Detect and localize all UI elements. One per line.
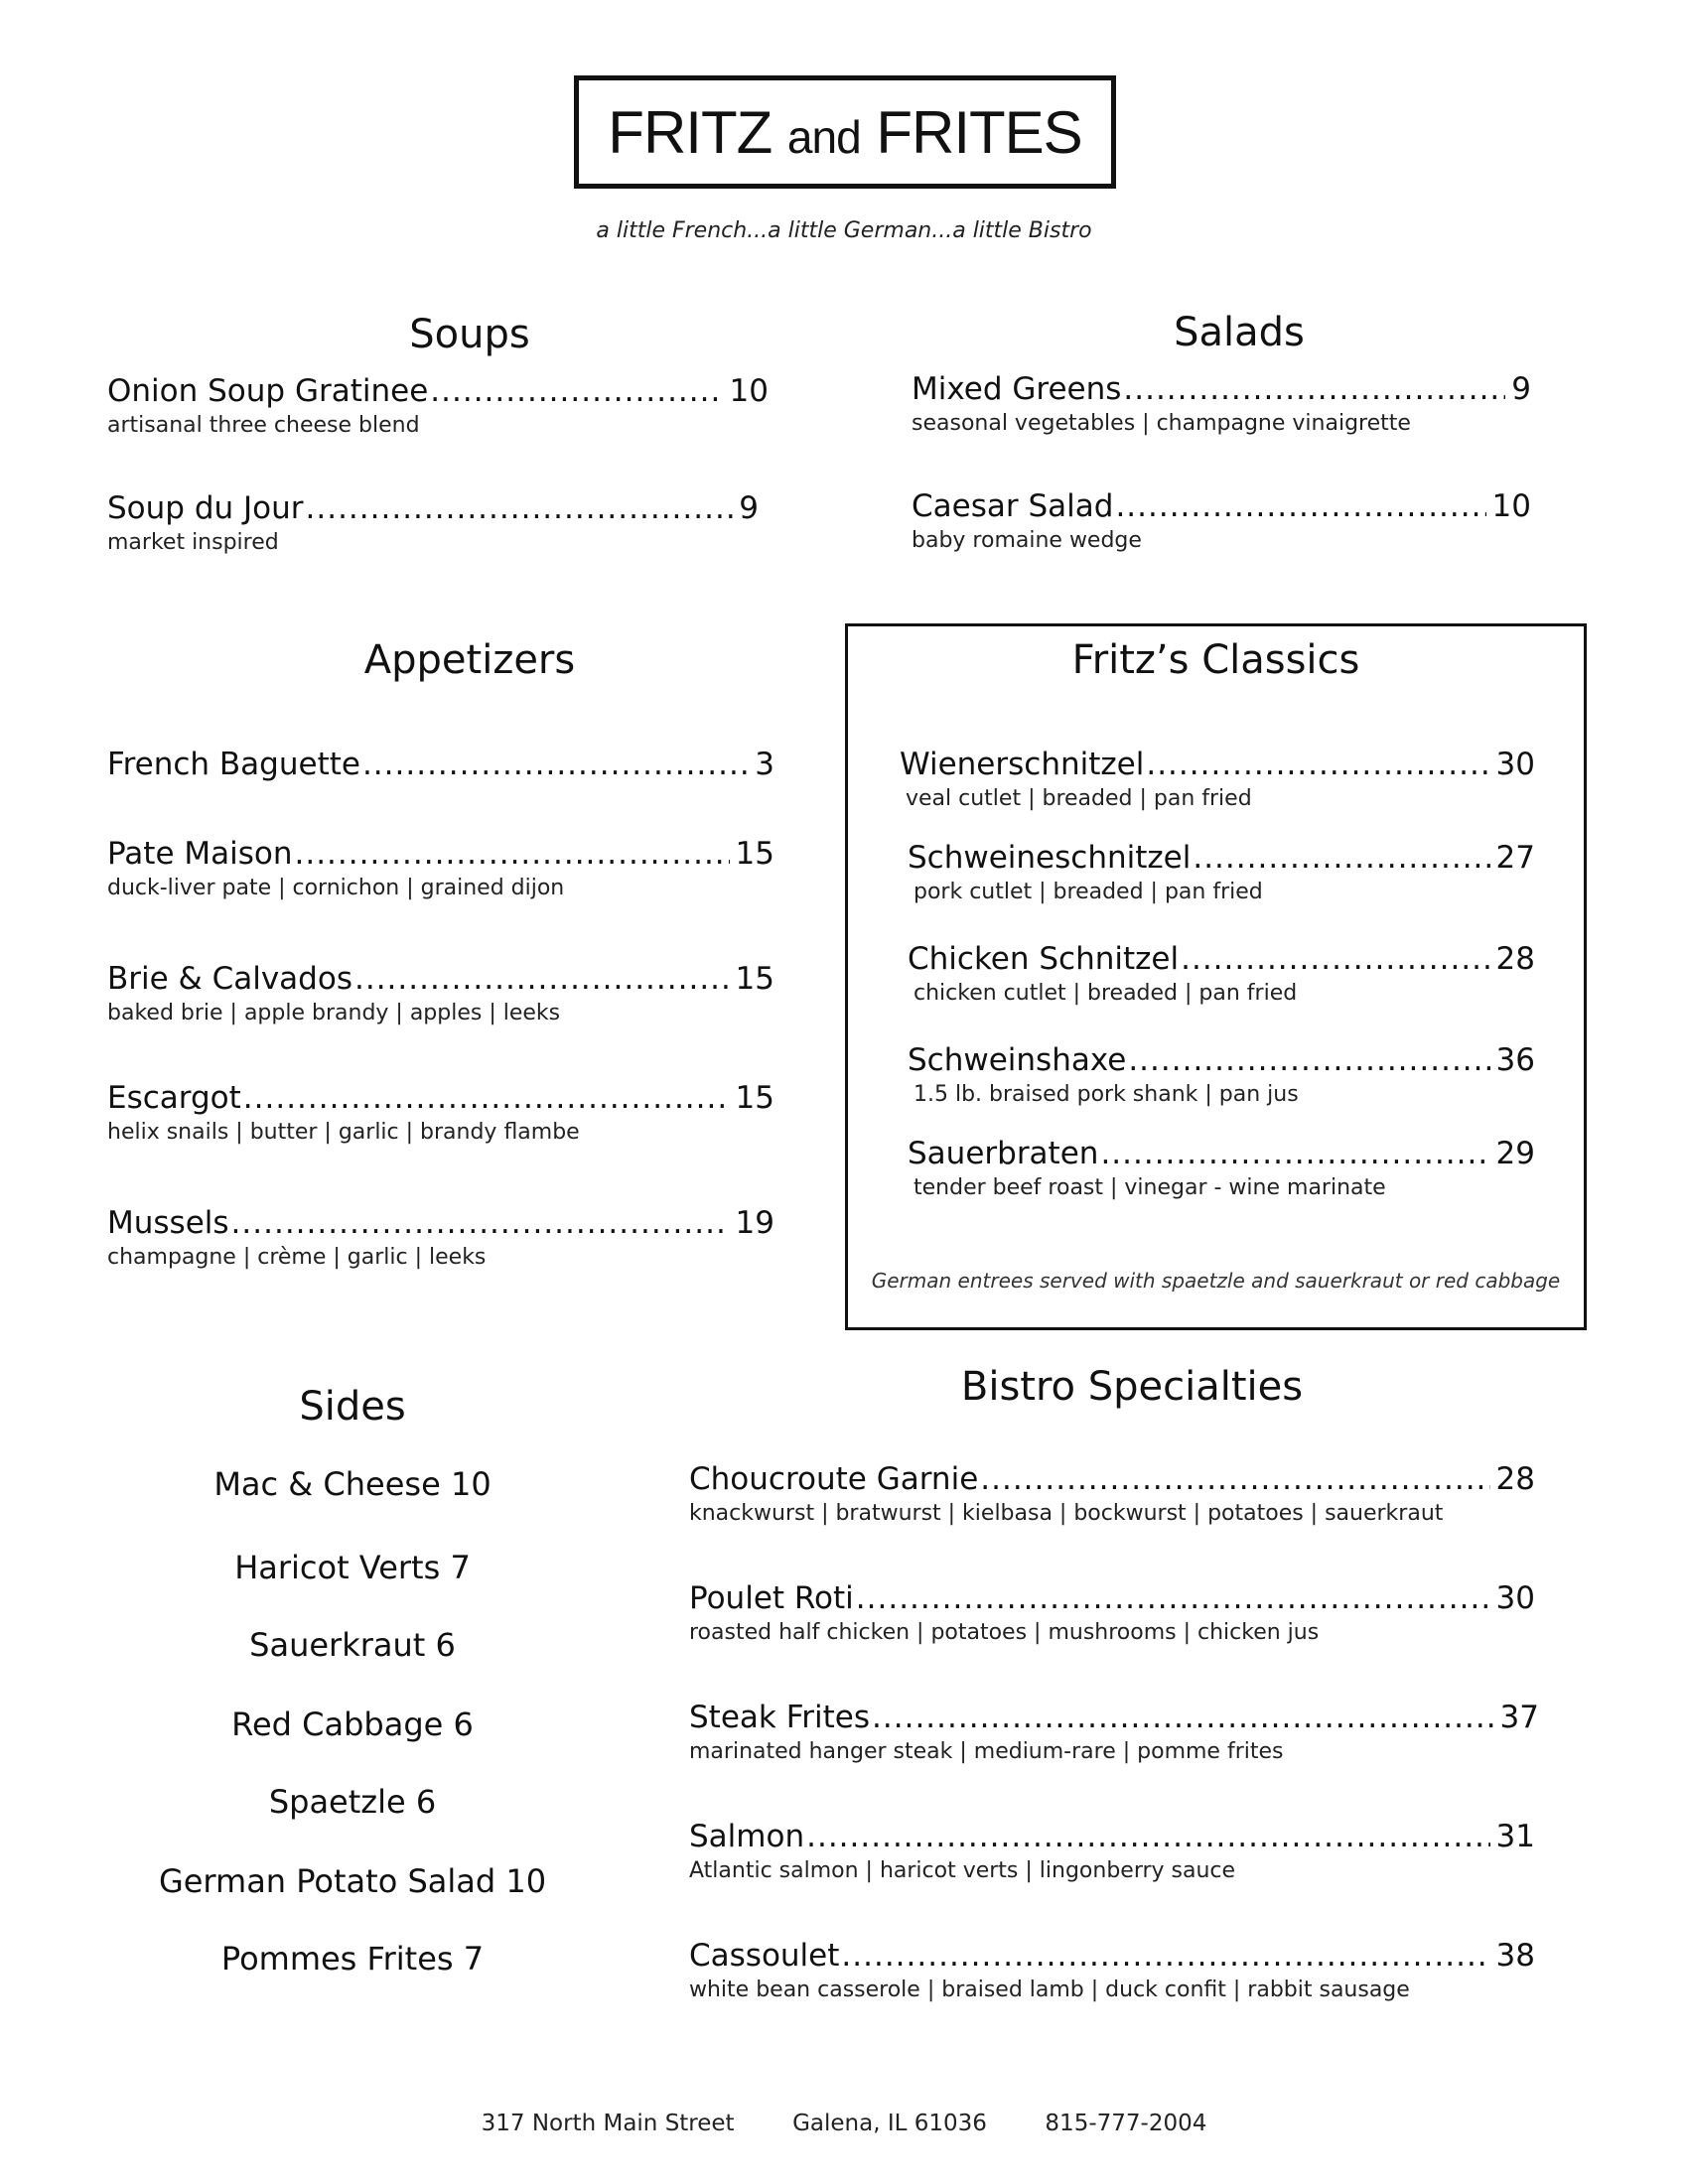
item-description: helix snails | butter | garlic | brandy flambe [107, 1120, 580, 1145]
item-name: Pate Maison [107, 836, 293, 872]
leader-dots [1146, 747, 1489, 782]
item-description: 1.5 lb. braised pork shank | pan jus [914, 1082, 1299, 1107]
item-name: Mixed Greens [912, 371, 1122, 407]
item-name: Schweinshaxe [908, 1042, 1127, 1078]
salads-title: Salads [1174, 310, 1305, 355]
leader-dots [806, 1819, 1489, 1854]
menu-item [107, 747, 774, 782]
item-name: Salmon [689, 1819, 805, 1854]
item-price: 28 [1495, 941, 1535, 977]
menu-item [908, 1136, 1535, 1200]
item-name: Poulet Roti [689, 1580, 854, 1616]
leader-dots [354, 961, 730, 997]
leader-dots [243, 1080, 730, 1116]
item-price: 15 [735, 836, 774, 872]
item-price: 29 [1495, 1136, 1535, 1171]
side-item: Sauerkraut 6 [249, 1626, 456, 1664]
side-item: German Potato Salad 10 [158, 1862, 547, 1900]
menu-item [107, 1205, 774, 1270]
menu-item [107, 1080, 774, 1145]
footer-phone: 815-777-2004 [1045, 2111, 1207, 2136]
item-price: 28 [1495, 1461, 1535, 1497]
item-name: Steak Frites [689, 1700, 871, 1735]
menu-item [908, 1042, 1535, 1107]
item-description: knackwurst | bratwurst | kielbasa | bockwurst | potatoes | sauerkraut [689, 1501, 1444, 1526]
side-item: Mac & Cheese 10 [213, 1465, 492, 1503]
item-price: 10 [1491, 488, 1531, 524]
side-item: Red Cabbage 6 [231, 1706, 474, 1743]
menu-item [908, 840, 1535, 904]
item-name: Chicken Schnitzel [908, 941, 1180, 977]
item-price: 15 [735, 961, 774, 997]
leader-dots [295, 836, 730, 872]
item-price: 10 [729, 373, 769, 409]
item-name: Cassoulet [689, 1938, 840, 1974]
menu-item [689, 1700, 1539, 1764]
menu-item [107, 836, 774, 900]
item-description: seasonal vegetables | champagne vinaigrette [912, 411, 1411, 436]
menu-item [689, 1938, 1535, 2002]
leader-dots [231, 1205, 730, 1241]
footer-address: 317 North Main Street [481, 2111, 735, 2136]
item-price: 27 [1495, 840, 1535, 876]
item-price: 37 [1499, 1700, 1539, 1735]
menu-item [912, 371, 1531, 436]
footer-city: Galena, IL 61036 [792, 2111, 987, 2136]
leader-dots [980, 1461, 1489, 1497]
item-price: 30 [1495, 1580, 1535, 1616]
item-name: Choucroute Garnie [689, 1461, 979, 1497]
item-description: market inspired [107, 530, 279, 555]
leader-dots [856, 1580, 1490, 1616]
item-description: pork cutlet | breaded | pan fried [914, 880, 1263, 904]
item-description: baked brie | apple brandy | apples | leeks [107, 1001, 561, 1025]
item-name: Mussels [107, 1205, 229, 1241]
item-description: white bean casserole | braised lamb | duck confit | rabbit sausage [689, 1978, 1410, 2002]
item-price: 36 [1495, 1042, 1535, 1078]
menu-item [107, 961, 774, 1025]
leader-dots [1181, 941, 1489, 977]
classics-title: Fritz’s Classics [1071, 637, 1360, 683]
item-name: French Baguette [107, 747, 360, 782]
sides-title: Sides [299, 1384, 406, 1430]
menu-item [689, 1461, 1535, 1526]
menu-item [107, 490, 759, 555]
item-description: baby romaine wedge [912, 528, 1142, 553]
bistro-title: Bistro Specialties [960, 1364, 1304, 1410]
leader-dots [1115, 488, 1485, 524]
item-description: artisanal three cheese blend [107, 413, 420, 438]
item-description: veal cutlet | breaded | pan fried [906, 786, 1252, 811]
item-name: Caesar Salad [912, 488, 1114, 524]
item-name: Onion Soup Gratinee [107, 373, 429, 409]
side-item: Spaetzle 6 [268, 1783, 437, 1821]
item-description: chicken cutlet | breaded | pan fried [914, 981, 1298, 1006]
leader-dots [1100, 1136, 1489, 1171]
item-name: Brie & Calvados [107, 961, 352, 997]
title-word-fritz: FRITZ [608, 98, 773, 166]
side-item: Haricot Verts 7 [234, 1549, 471, 1586]
item-price: 9 [1511, 371, 1531, 407]
item-price: 31 [1495, 1819, 1535, 1854]
item-description: champagne | crème | garlic | leeks [107, 1245, 487, 1270]
item-description: tender beef roast | vinegar - wine marinate [914, 1175, 1386, 1200]
tagline: a little French...a little German...a little Bistro [596, 218, 1092, 243]
restaurant-title [608, 98, 1081, 167]
item-name: Wienerschnitzel [900, 747, 1145, 782]
side-item: Pommes Frites 7 [220, 1940, 485, 1978]
item-name: Sauerbraten [908, 1136, 1099, 1171]
menu-item [908, 941, 1535, 1006]
classics-note: German entrees served with spaetzle and sauerkraut or red cabbage [871, 1269, 1561, 1293]
item-description: roasted half chicken | potatoes | mushrooms | chicken jus [689, 1620, 1320, 1645]
leader-dots [1123, 371, 1505, 407]
restaurant-title-box [574, 75, 1116, 189]
item-price: 15 [735, 1080, 774, 1116]
item-name: Escargot [107, 1080, 241, 1116]
item-price: 3 [755, 747, 774, 782]
menu-item [689, 1580, 1535, 1645]
leader-dots [362, 747, 749, 782]
leader-dots [841, 1938, 1489, 1974]
item-description: duck-liver pate | cornichon | grained dijon [107, 876, 565, 900]
menu-item [912, 488, 1531, 553]
leader-dots [1128, 1042, 1489, 1078]
soups-title: Soups [409, 312, 530, 357]
item-description: Atlantic salmon | haricot verts | lingonberry sauce [689, 1858, 1236, 1883]
menu-item [107, 373, 769, 438]
leader-dots [306, 490, 734, 526]
item-name: Soup du Jour [107, 490, 304, 526]
menu-item [689, 1819, 1535, 1883]
item-price: 9 [739, 490, 759, 526]
leader-dots [872, 1700, 1494, 1735]
item-price: 19 [735, 1205, 774, 1241]
item-price: 38 [1495, 1938, 1535, 1974]
leader-dots [430, 373, 723, 409]
item-price: 30 [1495, 747, 1535, 782]
item-description: marinated hanger steak | medium-rare | pomme frites [689, 1739, 1284, 1764]
appetizers-title: Appetizers [363, 637, 576, 683]
title-word-frites: FRITES [876, 98, 1082, 166]
menu-item [900, 747, 1535, 811]
footer [0, 2111, 1688, 2136]
item-name: Schweineschnitzel [908, 840, 1192, 876]
title-word-and: and [786, 110, 861, 163]
leader-dots [1193, 840, 1489, 876]
